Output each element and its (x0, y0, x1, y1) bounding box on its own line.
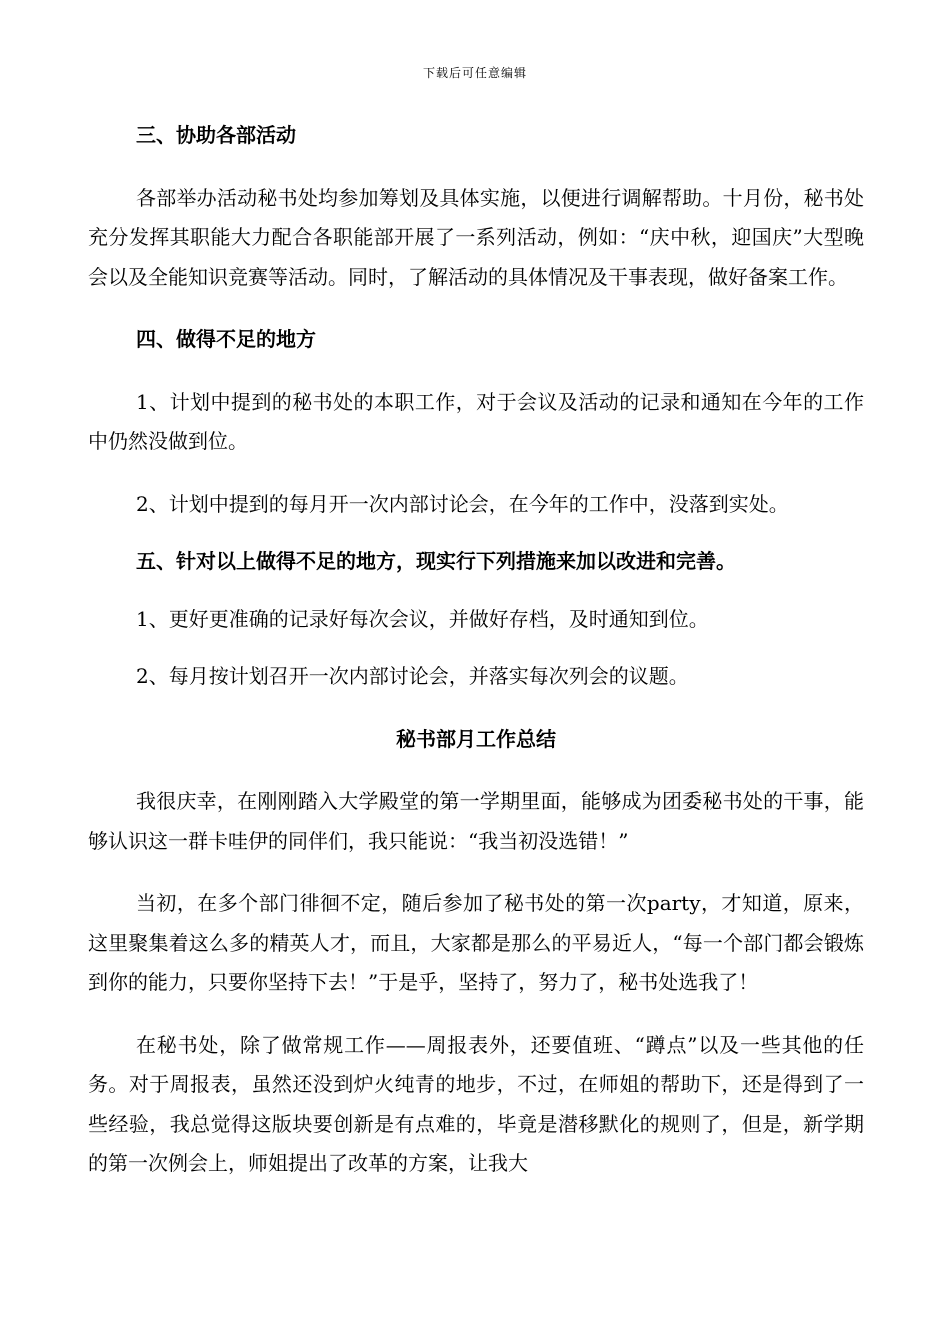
paragraph: 当初，在多个部门徘徊不定，随后参加了秘书处的第一次party，才知道，原来，这里聚集着这么多的精英人才，而且，大家都是那么的平易近人，“每一个部门都会锻炼到你的能力，只要你坚持下去！”于是乎，坚持了，努力了，秘书处选我了！ (88, 891, 864, 994)
page-header: 下载后可任意编辑 (422, 66, 527, 80)
section-heading-5: 五、针对以上做得不足的地方，现实行下列措施来加以改进和完善。 (136, 549, 736, 573)
section-heading-3: 三、协助各部活动 (136, 123, 296, 147)
paragraph: 2、计划中提到的每月开一次内部讨论会，在今年的工作中，没落到实处。 (136, 491, 789, 516)
paragraph: 1、计划中提到的秘书处的本职工作，对于会议及活动的记录和通知在今年的工作中仍然没做到位。 (88, 389, 864, 453)
paragraph: 2、每月按计划召开一次内部讨论会，并落实每次列会的议题。 (136, 664, 689, 688)
paragraph: 我很庆幸，在刚刚踏入大学殿堂的第一学期里面，能够成为团委秘书处的干事，能够认识这一群卡哇伊的同伴们，我只能说：“我当初没选错！” (88, 789, 864, 853)
document-body (88, 116, 864, 1184)
article-title: 秘书部月工作总结 (396, 726, 556, 751)
paragraph: 在秘书处，除了做常规工作——周报表外，还要值班、“蹲点”以及一些其他的任务。对于周报表，虽然还没到炉火纯青的地步，不过，在师姐的帮助下，还是得到了一些经验，我总觉得这版块要创新是有点难的，毕竟是潜移默化的规则了，但是，新学期的第一次例会上，师姐提出了改革的方案，让我大 (88, 1032, 864, 1175)
paragraph: 1、更好更准确的记录好每次会议，并做好存档，及时通知到位。 (136, 606, 709, 631)
section-heading-4: 四、做得不足的地方 (136, 327, 316, 351)
paragraph: 各部举办活动秘书处均参加筹划及具体实施，以便进行调解帮助。十月份，秘书处充分发挥其职能大力配合各职能部开展了一系列活动，例如：“庆中秋，迎国庆”大型晚会以及全能知识竞赛等活动。同时，了解活动的具体情况及干事表现，做好备案工作。 (88, 185, 864, 289)
